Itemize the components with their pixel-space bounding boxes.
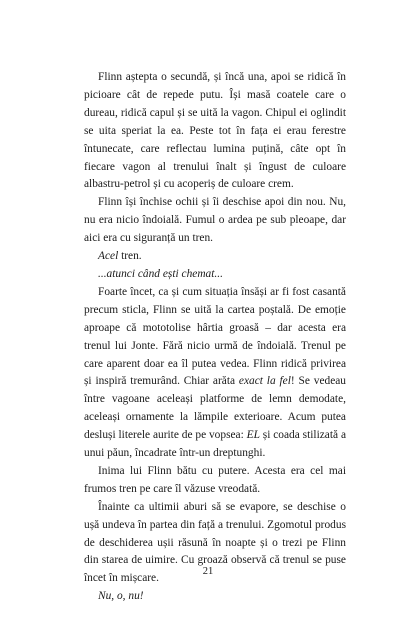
page-number: 21 (202, 566, 214, 577)
paragraph (84, 266, 346, 284)
paragraph-text: Flinn își închise ochii și îi deschise apoi din nou. Nu, nu era nicio îndoială. Fumul o ardea pe sub pleoape, dar aici era cu siguranță un tren. (84, 196, 346, 245)
italic-text: exact la fel (238, 375, 291, 388)
body-text (84, 69, 346, 606)
paragraph (84, 284, 346, 463)
paragraph (84, 69, 346, 194)
paragraph-text: Flinn aștepta o secundă, și încă una, apoi se ridică în picioare cât de repede putu. Își masă coatele care o dureau, ridică capul și se uită la vagon. Chipul ei oglindit se uita speriat la ea. Peste tot în fața ei erau ferestre întunecate, care reflectau lumina puțină, câte opt în fiecare vagon al trenului înalt și îngust de culoare albastru-petrol și cu acoperiș de culoare crem. (84, 71, 346, 191)
paragraph-text: tren. (118, 250, 142, 263)
paragraph (84, 194, 346, 248)
italic-text: Acel (98, 250, 119, 263)
paragraph-text: ! Se vedeau între vagoane aceleași platforme de lemn demodate, aceleași ornamente la lămpile exterioare. Acum putea desluși literele aurite de pe vopsea: (84, 375, 346, 442)
paragraph-text: și coada stilizată a unui păun, încadrate într-un dreptunghi. (84, 429, 346, 460)
paragraph-text: Înainte ca ultimii aburi să se evapore, se deschise o ușă undeva în partea din față a trenului. Zgomotul produs de deschiderea ușii răsună în noapte și o trezi pe Flinn din starea de uimire. Cu groază observă că trenul se puse încet în mișcare. (84, 500, 346, 585)
paragraph-text: Inima lui Flinn bătu cu putere. Acesta era cel mai frumos tren pe care îl văzuse vreodată. (84, 464, 346, 495)
paragraph (84, 588, 346, 606)
paragraph-text: Foarte încet, ca și cum situația însăși ar fi fost casantă precum sticla, Flinn se uită la cartea poștală. De emoție aproape că mototolise hârtia groasă – dar acesta era trenul lui Jonte. Fără nicio urmă de îndoială. Trenul pe care aparent doar ea îl putea vedea. Flinn ridică privirea și inspiră tremurând. Chiar arăta (84, 285, 346, 388)
paragraph (84, 248, 346, 266)
paragraph (84, 463, 346, 499)
italic-text: Nu, o, nu! (98, 590, 144, 603)
italic-text: EL (246, 429, 260, 442)
italic-text: ...atunci când ești chemat... (98, 267, 223, 280)
